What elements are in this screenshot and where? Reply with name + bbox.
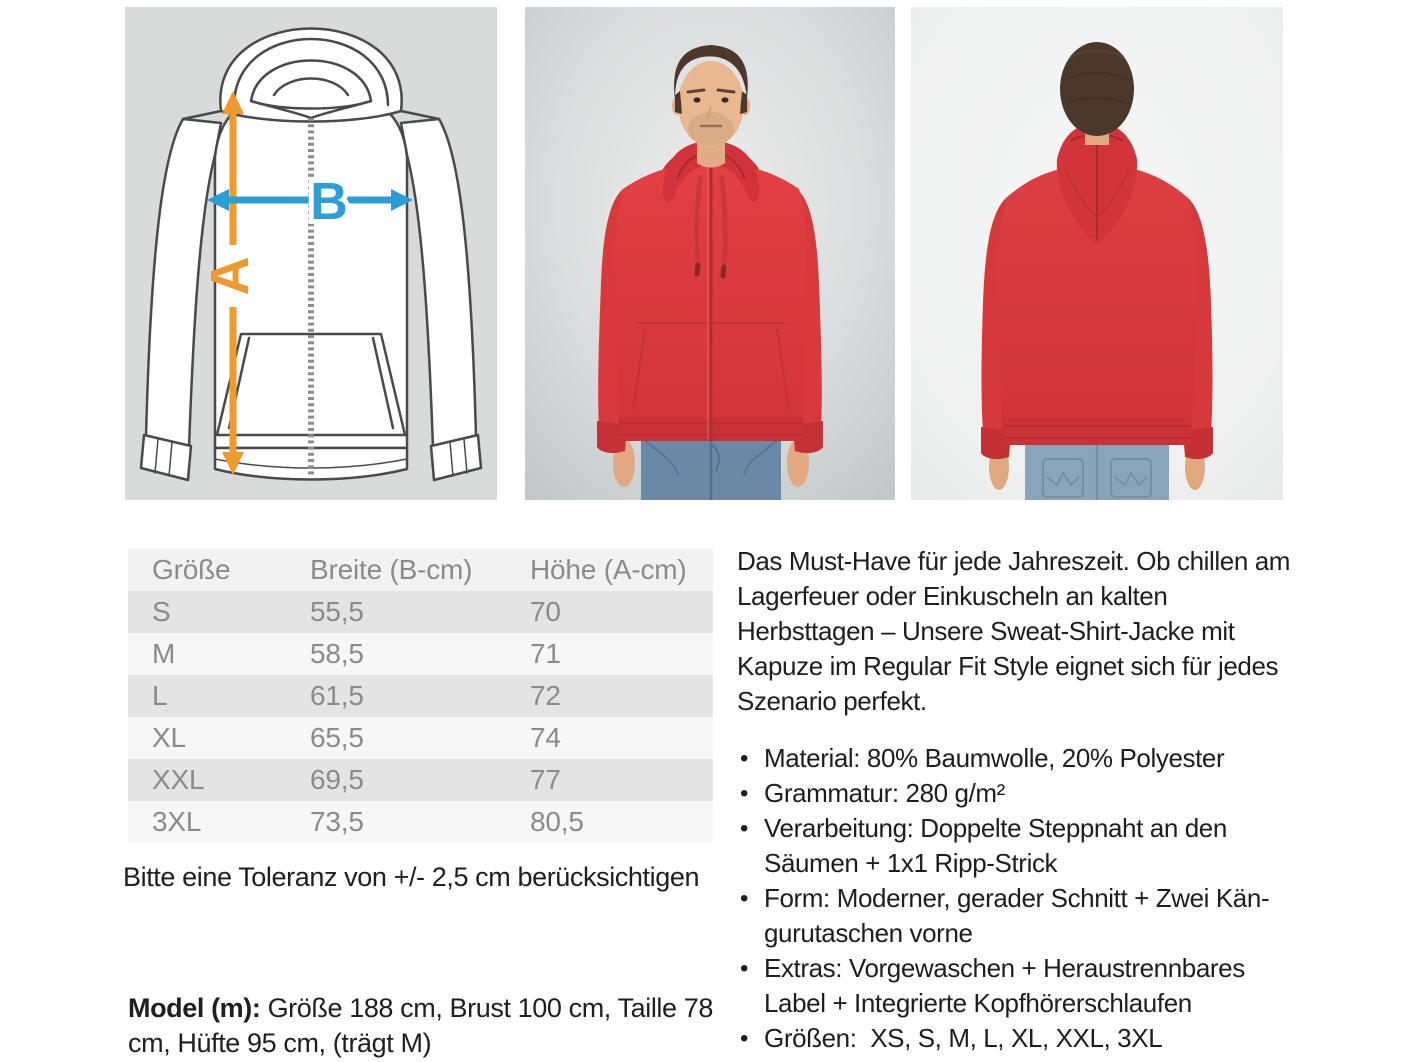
- hoehe-cell: 77: [530, 764, 561, 795]
- size-cell: M: [152, 638, 176, 669]
- breite-cell: 73,5: [310, 806, 364, 837]
- size-row: [128, 675, 713, 717]
- model-front-graphic: [525, 7, 895, 500]
- size-cell: L: [152, 680, 168, 711]
- size-row: [128, 717, 713, 759]
- size-row: [128, 633, 713, 675]
- description-bullet: • Verarbeitung: Doppelte Steppnaht an den Säumen + 1x1 Ripp-Strick: [737, 811, 1292, 881]
- size-table: [128, 549, 713, 843]
- model-back-graphic: [911, 7, 1283, 500]
- size-cell: S: [152, 596, 171, 627]
- description-bullet: • Größen: XS, S, M, L, XL, XXL, 3XL: [737, 1021, 1292, 1056]
- size-chart: [128, 549, 713, 843]
- size-cell: 3XL: [152, 806, 202, 837]
- hoodie-diagram-graphic: [125, 7, 497, 500]
- description-intro: Das Must-Have für jede Jahreszeit. Ob chillen am Lagerfeuer oder Einkuscheln an kalten Herbsttagen – Unsere Sweat-Shirt-Jacke mit Kapuze im Regular Fit Style eignet sich für jedes Szenario perfekt.: [737, 546, 1291, 716]
- model-info: [128, 991, 748, 1061]
- size-cell: XL: [152, 722, 186, 753]
- breite-cell: 65,5: [310, 722, 364, 753]
- size-row: [128, 759, 713, 801]
- product-description: [737, 544, 1292, 1056]
- breite-cell: 58,5: [310, 638, 364, 669]
- description-bullet: • Grammatur: 280 g/m²: [737, 776, 1292, 811]
- hoehe-cell: 74: [530, 722, 561, 753]
- column-header-breite: Breite (B-cm): [310, 554, 473, 585]
- tolerance-note: Bitte eine Toleranz von +/- 2,5 cm berücksichtigen: [123, 862, 700, 892]
- size-cell: XXL: [152, 764, 205, 795]
- description-bullet: • Form: Moderner, gerader Schnitt + Zwei Kängurutaschen vorne: [737, 881, 1292, 951]
- column-header-groesse: Größe: [152, 554, 231, 585]
- diagram-label-b: B: [310, 173, 348, 231]
- model-front-photo: [525, 7, 895, 500]
- description-bullet: • Material: 80% Baumwolle, 20% Polyester: [737, 741, 1292, 776]
- hoehe-cell: 72: [530, 680, 561, 711]
- size-diagram-image: [125, 7, 497, 500]
- model-back-photo: [911, 7, 1283, 500]
- size-table-header-row: [128, 549, 713, 591]
- breite-cell: 61,5: [310, 680, 364, 711]
- size-row: [128, 801, 713, 843]
- breite-cell: 55,5: [310, 596, 364, 627]
- model-info-text: Größe 188 cm, Brust 100 cm, Taille 78 cm, Hüfte 95 cm, (trägt M): [128, 993, 713, 1058]
- diagram-label-a: A: [200, 256, 260, 296]
- size-table-body: [128, 591, 713, 843]
- breite-cell: 69,5: [310, 764, 364, 795]
- hoehe-cell: 71: [530, 638, 561, 669]
- size-row: [128, 591, 713, 633]
- hoehe-cell: 70: [530, 596, 561, 627]
- description-bullet: • Extras: Vorgewaschen + Heraustrennbares Label + Integrierte Kopfhörerschlaufen: [737, 951, 1292, 1021]
- column-header-hoehe: Höhe (A-cm): [530, 554, 687, 585]
- description-bullets: [737, 741, 1292, 1056]
- model-info-label: Model (m):: [128, 993, 261, 1023]
- hoehe-cell: 80,5: [530, 806, 584, 837]
